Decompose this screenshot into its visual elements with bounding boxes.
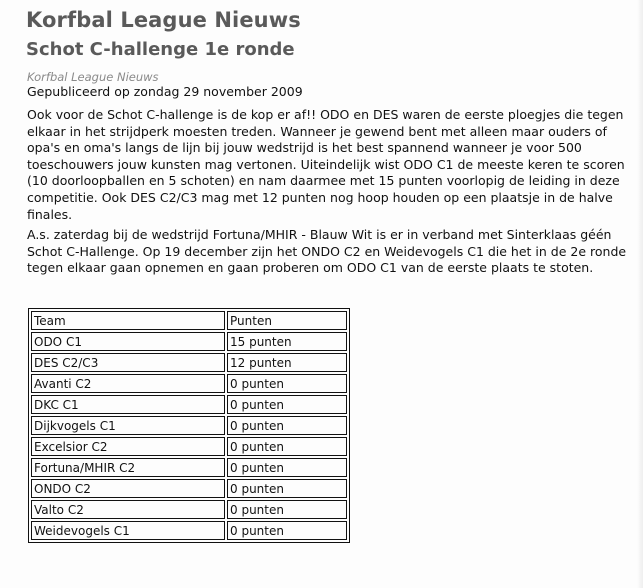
team-cell: ONDO C2 <box>31 479 225 498</box>
table-row <box>31 500 347 519</box>
table-row <box>31 416 347 435</box>
table-row <box>31 374 347 393</box>
team-cell: Excelsior C2 <box>31 437 225 456</box>
points-cell: 0 punten <box>227 395 347 414</box>
team-cell: DKC C1 <box>31 395 225 414</box>
header-punten: Punten <box>227 311 347 330</box>
table-row <box>31 332 347 351</box>
table-row <box>31 458 347 477</box>
site-title: Korfbal League Nieuws <box>26 8 301 32</box>
team-cell: DES C2/C3 <box>31 353 225 372</box>
published-date: Gepubliceerd op zondag 29 november 2009 <box>27 84 303 99</box>
table-row <box>31 521 347 540</box>
points-cell: 15 punten <box>227 332 347 351</box>
source-label: Korfbal League Nieuws <box>27 70 159 84</box>
points-cell: 12 punten <box>227 353 347 372</box>
points-cell: 0 punten <box>227 500 347 519</box>
points-cell: 0 punten <box>227 521 347 540</box>
standings-table <box>28 308 350 543</box>
article-paragraph-2: A.s. zaterdag bij de wedstrijd Fortuna/MHIR - Blauw Wit is er in verband met Sinterklaas géén Schot C-Hallenge. Op 19 december zijn het ONDO C2 en Weidevogels C1 die het in de 2e ronde tegen elkaar gaan opnemen en gaan proberen om ODO C1 van de eerste plaats te stoten. <box>27 227 627 276</box>
team-cell: Avanti C2 <box>31 374 225 393</box>
points-cell: 0 punten <box>227 416 347 435</box>
points-cell: 0 punten <box>227 458 347 477</box>
page-edge-shadow <box>637 0 643 588</box>
table-row <box>31 479 347 498</box>
team-cell: ODO C1 <box>31 332 225 351</box>
points-cell: 0 punten <box>227 479 347 498</box>
points-cell: 0 punten <box>227 374 347 393</box>
team-cell: Dijkvogels C1 <box>31 416 225 435</box>
team-cell: Weidevogels C1 <box>31 521 225 540</box>
table-row <box>31 437 347 456</box>
team-cell: Fortuna/MHIR C2 <box>31 458 225 477</box>
article-title: Schot C-hallenge 1e ronde <box>26 39 295 60</box>
team-cell: Valto C2 <box>31 500 225 519</box>
points-cell: 0 punten <box>227 437 347 456</box>
table-header-row <box>31 311 347 330</box>
table-row <box>31 395 347 414</box>
header-team: Team <box>31 311 225 330</box>
article-paragraph-1: Ook voor de Schot C-hallenge is de kop er af!! ODO en DES waren de eerste ploegjes die tegen elkaar in het strijdperk moesten treden. Wanneer je gewend bent met alleen maar ouders of opa's en oma's langs de lijn bij jouw wedstrijd is het best spannend wanneer je voor 500 toeschouwers jouw kunsten mag vertonen. Uiteindelijk wist ODO C1 de meeste keren te scoren (10 doorloopballen en 5 schoten) en nam daarmee met 15 punten voorlopig de leiding in deze competitie. Ook DES C2/C3 mag met 12 punten nog hoop houden op een plaatsje in de halve finales. <box>27 107 625 222</box>
table-row <box>31 353 347 372</box>
